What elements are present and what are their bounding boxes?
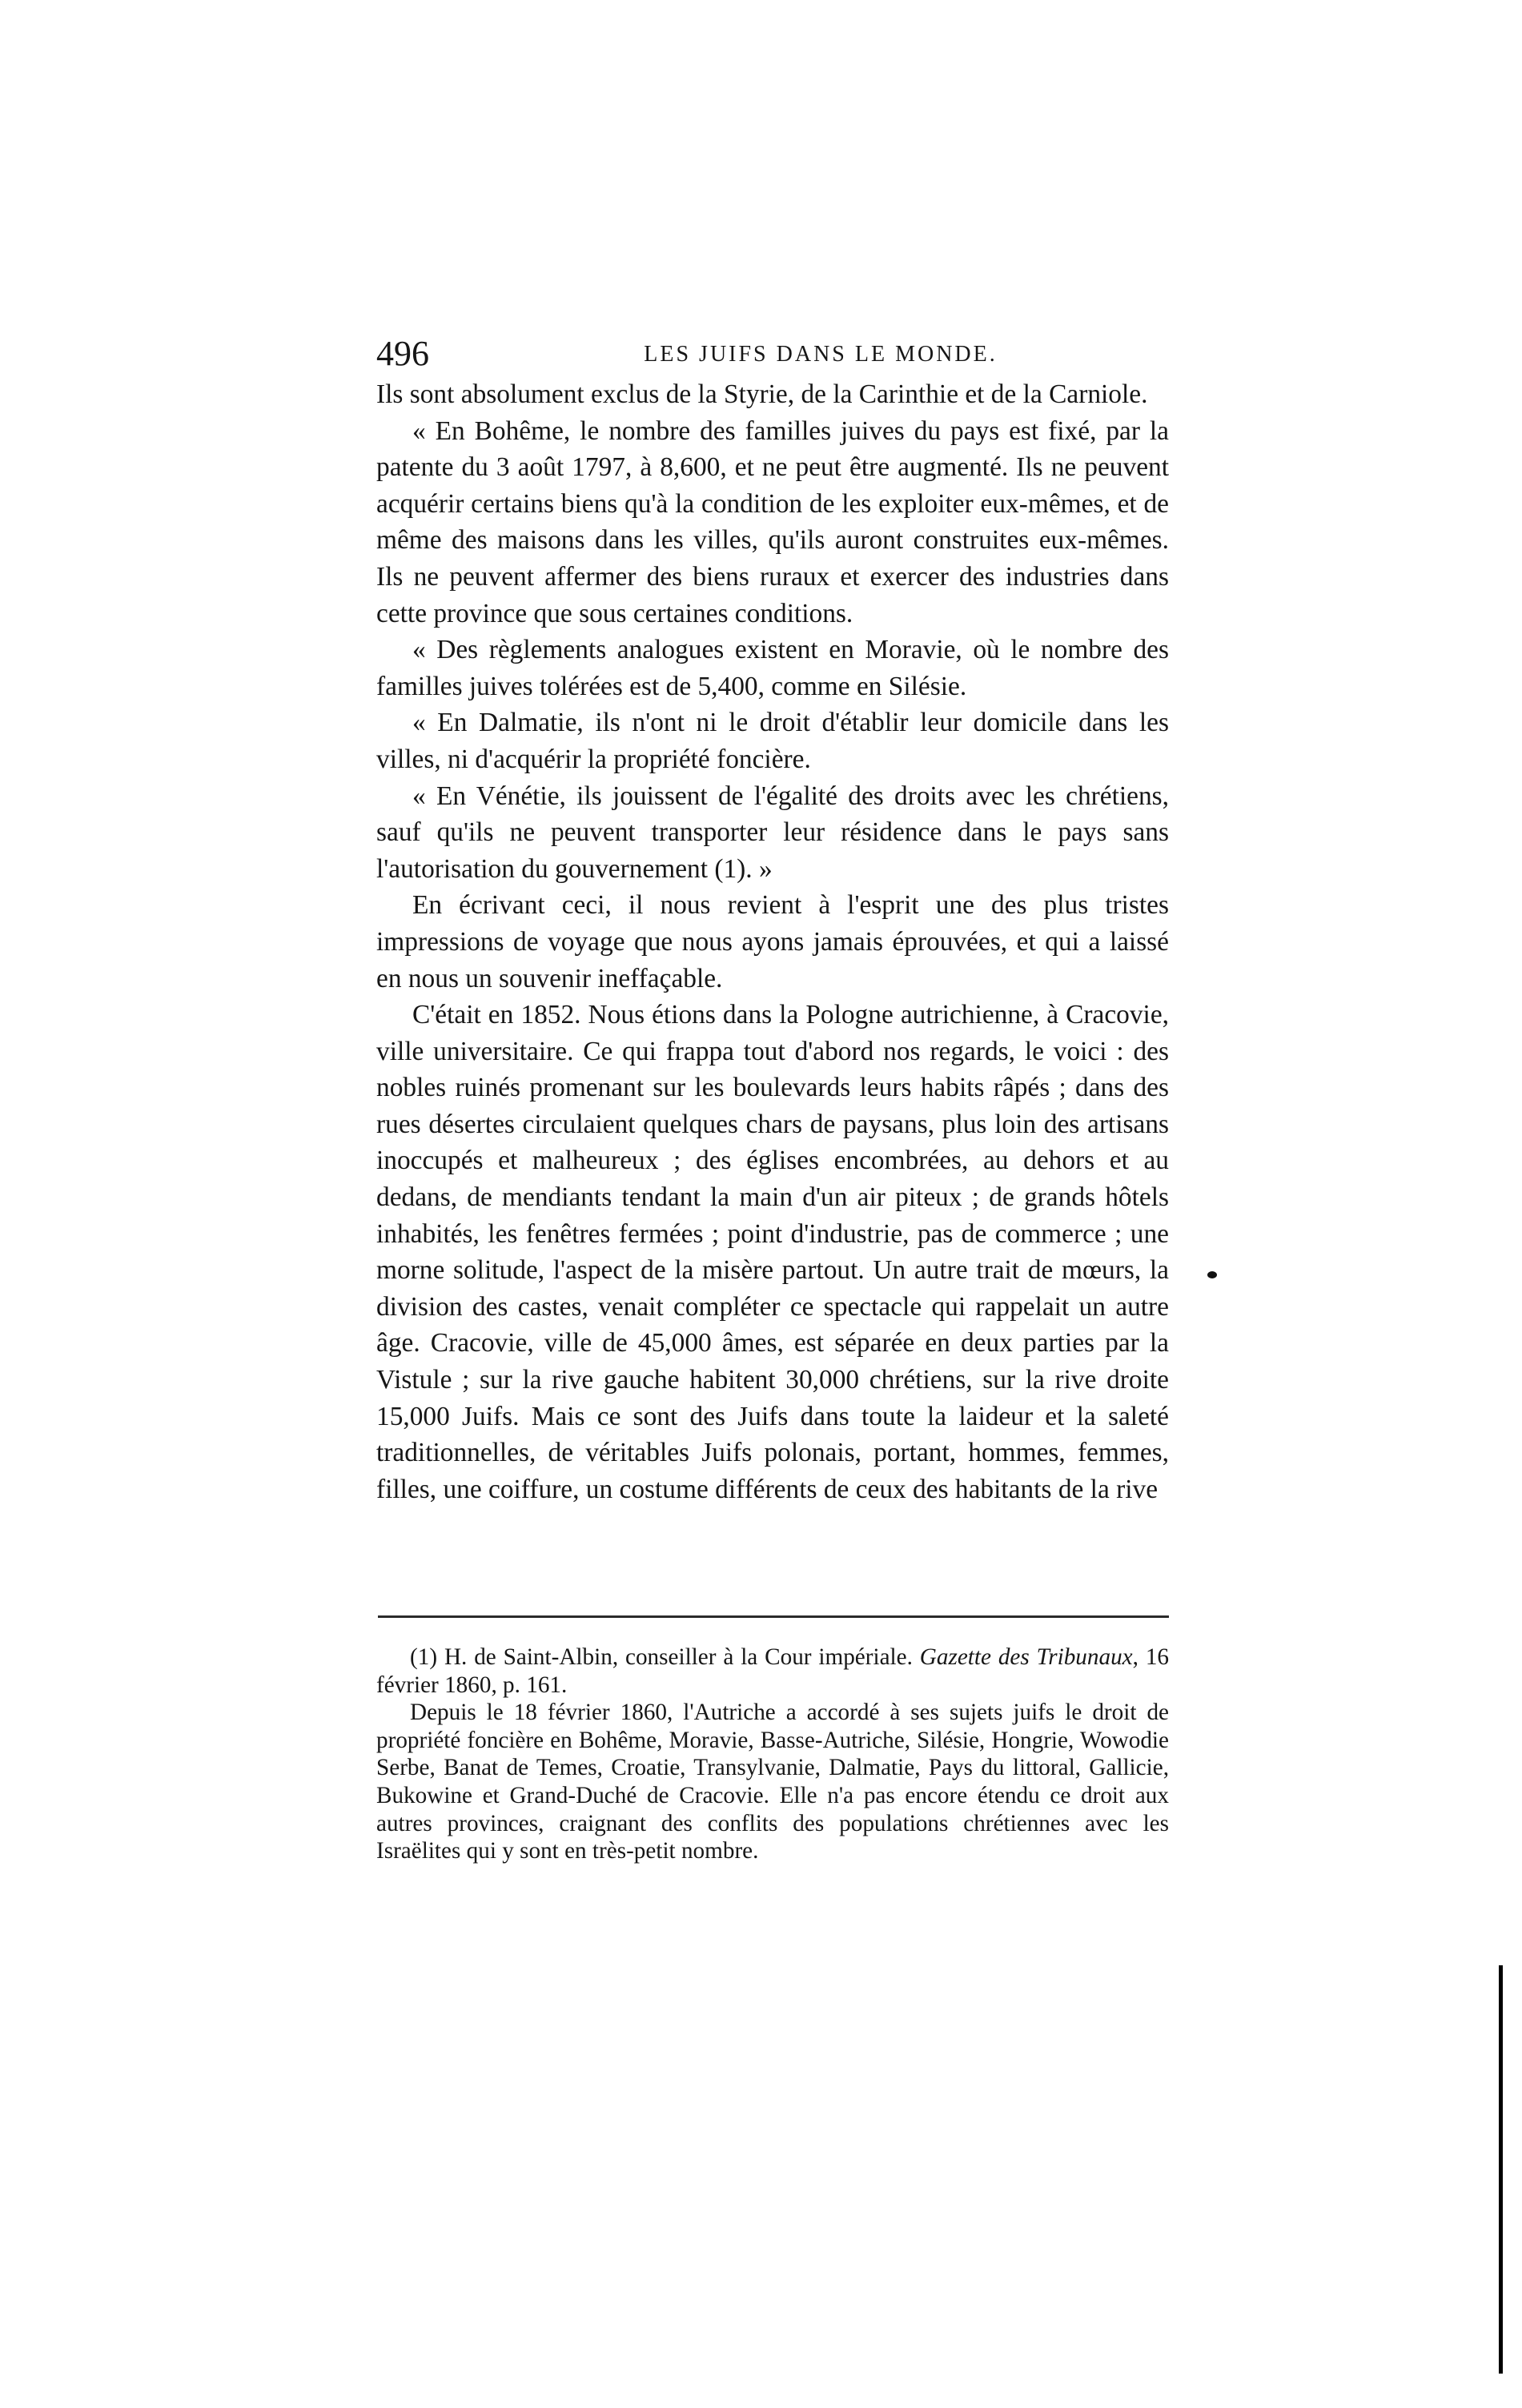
footnote-2: Depuis le 18 février 1860, l'Autriche a accordé à ses sujets juifs le droit de propriété foncière en Bohême, Moravie, Basse-Autriche, Silésie, Hongrie, Wowodie Serbe, Banat de Temes, Croatie, Transylvanie, Dalmatie, Pays du littoral, Gallicie, Bukowine et Grand-Duché de Cracovie. Elle n'a pas encore étendu ce droit aux autres provinces, craignant des conflits des populations chrétiennes avec les Israëlites qui y sont en très-petit nombre. xyxy=(376,1700,1169,1864)
margin-mark xyxy=(1499,1965,1503,2374)
paragraph-cracovie: C'était en 1852. Nous étions dans la Pologne autrichienne, à Cracovie, ville universitaire. Ce qui frappa tout d'abord nos regards, le voici : des nobles ruinés promenant sur les boulevards leurs habits râpés ; dans des rues désertes circulaient quelques chars de paysans, plus loin des artisans inoccupés et malheureux ; des églises encombrées, au dehors et au dedans, de mendiants tendant la main d'un air piteux ; de grands hôtels inhabités, les fenêtres fermées ; point d'industrie, pas de commerce ; une morne solitude, l'aspect de la misère partout. Un autre trait de mœurs, la division des castes, venait compléter ce spectacle qui rappelait un autre âge. Cracovie, ville de 45,000 âmes, est séparée en deux parties par la Vistule ; sur la rive gauche habitent 30,000 chrétiens, sur la rive droite 15,000 Juifs. Mais ce sont des Juifs dans toute la laideur et la saleté traditionnelles, de véritables Juifs polonais, portant, hommes, femmes, filles, une coiffure, un costume différents de ceux des habitants de la rive xyxy=(376,1000,1169,1504)
footnote-divider xyxy=(378,1615,1169,1618)
paragraph-venetie: « En Vénétie, ils jouissent de l'égalité des droits avec les chrétiens, sauf qu'ils ne peuvent transporter leur résidence dans le pays sans l'autorisation du gouvernement (1). » xyxy=(376,781,1169,884)
footnote-1-text: H. de Saint-Albin, conseiller à la Cour impériale. xyxy=(444,1644,913,1670)
ink-speck xyxy=(1207,1271,1217,1278)
footnotes xyxy=(376,1643,1169,1865)
body-text xyxy=(376,376,1169,1507)
footnote-1 xyxy=(376,1643,1169,1699)
footnote-1-source: Gazette des Tribunaux xyxy=(919,1644,1133,1670)
footnote-1-date: , 16 février 1860, p. 161. xyxy=(376,1644,1170,1698)
paragraph-dalmatie: « En Dalmatie, ils n'ont ni le droit d'établir leur domicile dans les villes, ni d'acquérir la propriété foncière. xyxy=(376,708,1169,774)
page-number: 496 xyxy=(376,334,429,373)
paragraph-styrie: Ils sont absolument exclus de la Styrie, de la Carinthie et de la Carniole. xyxy=(376,379,1148,409)
paragraph-moravie: « Des règlements analogues existent en Moravie, où le nombre des familles juives tolérées est de 5,400, comme en Silésie. xyxy=(376,635,1169,701)
running-title: LES JUIFS DANS LE MONDE. xyxy=(644,342,998,367)
paragraph-souvenir: En écrivant ceci, il nous revient à l'esprit une des plus tristes impressions de voyage que nous ayons jamais éprouvées, et qui a laissé en nous un souvenir ineffaçable. xyxy=(376,890,1169,993)
footnote-1-marker: (1) xyxy=(410,1644,438,1670)
paragraph-boheme: « En Bohême, le nombre des familles juives du pays est fixé, par la patente du 3 août 1797, à 8,600, et ne peut être augmenté. Ils ne peuvent acquérir certains biens qu'à la condition de les exploiter eux-mêmes, et de même des maisons dans les villes, qu'ils auront construites eux-mêmes. Ils ne peuvent affermer des biens ruraux et exercer des industries dans cette province que sous certaines conditions. xyxy=(376,415,1169,628)
page-header xyxy=(376,320,1169,384)
